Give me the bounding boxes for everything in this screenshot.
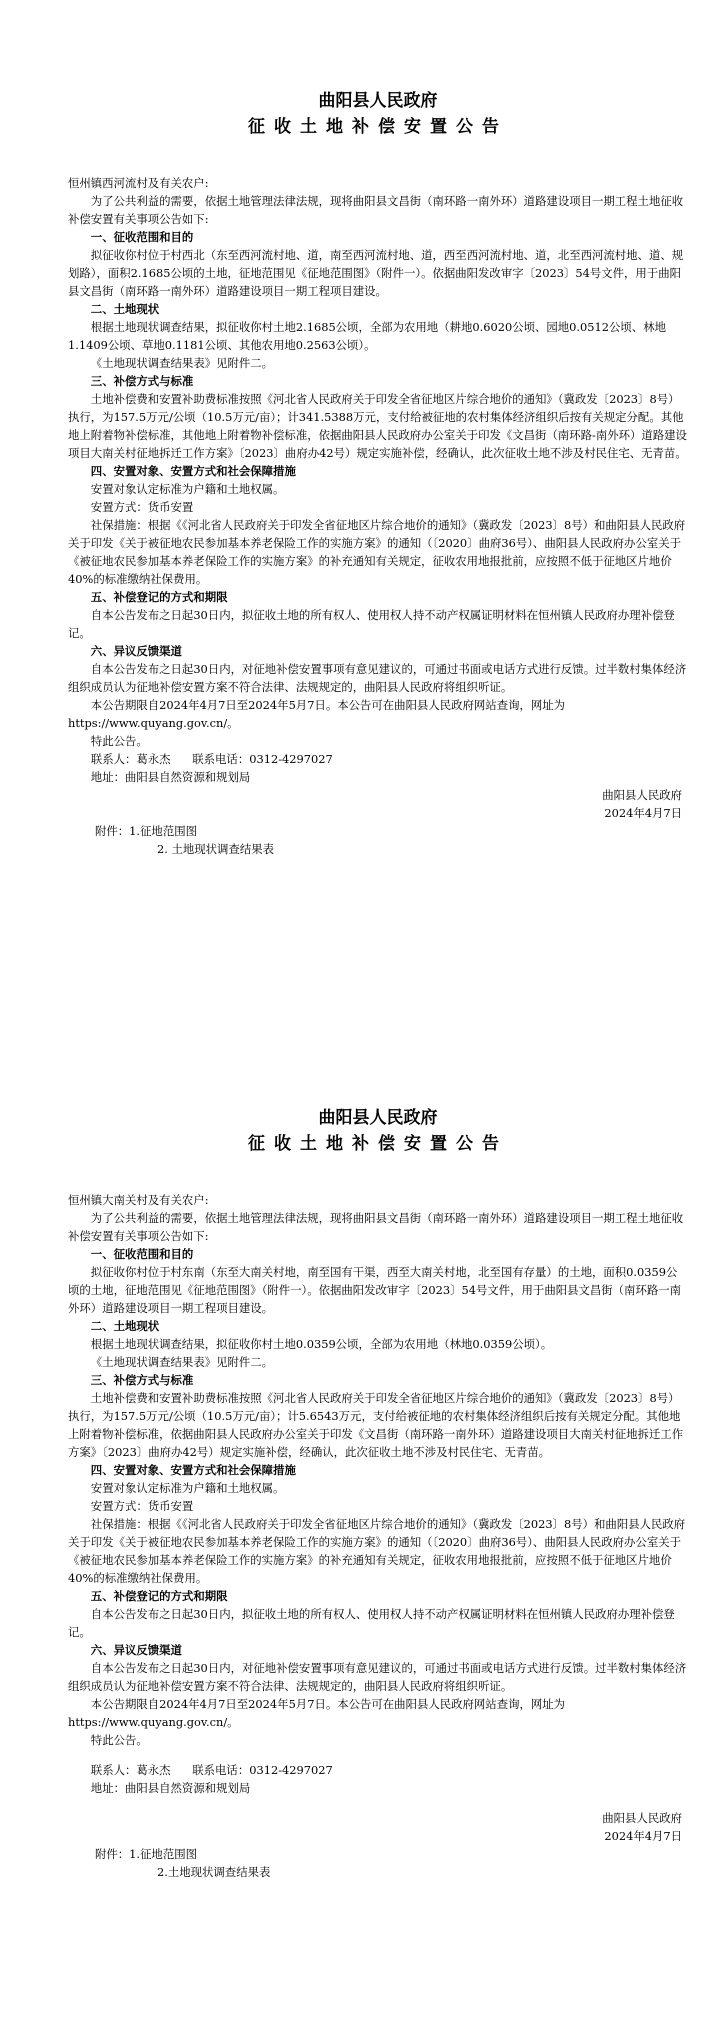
issue-date: 2024年4月7日	[604, 806, 682, 820]
section-heading-1: 一、征收范围和目的	[90, 230, 194, 244]
contact-line: 联系人：葛永杰 联系电话：0312-4297027	[90, 1763, 333, 1777]
section-heading-2: 二、土地现状	[90, 302, 160, 316]
contact-line: 联系人：葛永杰 联系电话：0312-4297027	[90, 752, 333, 766]
section-paragraph-3: 土地补偿费和安置补助费标准按照《河北省人民政府关于印发全省征地区片综合地价的通知》（冀政发〔2023〕8号）执行，为157.5万元/公顷（10.5万元/亩）；计5.6543万元，支付给被征地的农村集体经济组织后按有关规定分配。其他地上附着物补偿标准，依据曲阳县人民政府办公室关于印发《文昌街（南环路一南外环）道路建设项目大南关村征地拆迁工作方案》〔2023〕曲府办42号）规定实施补偿，经确认，此次征收土地不涉及村民住宅、无青苗。	[68, 1391, 684, 1459]
address-line: 地址：曲阳县自然资源和规划局	[90, 770, 251, 784]
section-paragraph-1: 拟征收你村位于村西北（东至西河流村地、道，南至西河流村地、道，西至西河流村地、道，北至西河流村地、道、规划路），面积2.1685公顷的土地，征地范围见《征地范围图》（附件一）。依据曲阳发改审字〔2023〕54号文件，用于曲阳县文昌街（南环路一南外环）道路建设项目一期工程项目建设。	[68, 248, 684, 298]
address-line: 地址：曲阳县自然资源和规划局	[90, 1781, 251, 1795]
section-paragraph-3: 土地补偿费和安置补助费标准按照《河北省人民政府关于印发全省征地区片综合地价的通知》（冀政发〔2023〕8号）执行，为157.5万元/公顷（10.5万元/亩）；计341.5388万元，支付给被征地的农村集体经济组织后按有关规定分配。其他地上附着物补偿标准，其他地上附着物补偿标准，依据曲阳县人民政府办公室关于印发《文昌街（南环路-南外环）道路建设项目大南关村征地拆迁工作方案》〔2023〕曲府办42号）规定实施补偿，经确认，此次征收土地不涉及村民住宅、无青苗。	[68, 392, 687, 460]
section-heading-6: 六、异议反馈渠道	[90, 1643, 182, 1657]
notice-1	[68, 88, 688, 858]
attachment-1: 附件：1.征地范围图	[95, 1847, 197, 1861]
attachment-1: 附件：1.征地范围图	[95, 824, 197, 838]
closing-line: 特此公告。	[90, 734, 148, 748]
section-heading-4: 四、安置对象、安置方式和社会保障措施	[90, 464, 296, 478]
salutation: 恒州镇西河流村及有关农户:	[68, 176, 209, 190]
intro-paragraph: 为了公共利益的需要，依据土地管理法律法规，现将曲阳县文昌街（南环路一南外环）道路建设项目一期工程土地征收补偿安置有关事项公告如下:	[68, 194, 684, 226]
section-paragraph-4a: 安置对象认定标准为户籍和土地权属。	[90, 1481, 285, 1495]
section-paragraph-6b: 本公告期限自2024年4月7日至2024年5月7日。本公告可在曲阳县人民政府网站查询，网址为https://www.quyang.gov.cn/。	[68, 1697, 566, 1729]
spacer	[68, 1797, 688, 1809]
section-heading-6: 六、异议反馈渠道	[90, 644, 182, 658]
notice-title: 曲阳县人民政府	[318, 91, 438, 111]
section-heading-5: 五、补偿登记的方式和期限	[90, 1589, 228, 1603]
section-paragraph-1: 拟征收你村位于村东南（东至大南关村地，南至国有干渠，西至大南关村地，北至国有存量）的土地，面积0.0359公顷的土地，征地范围见《征地范围图》（附件一）。依据曲阳发改审字〔2023〕54号文件，用于曲阳县文昌街（南环路一南外环）道路建设项目一期工程项目建设。	[68, 1265, 682, 1315]
section-paragraph-4b: 安置方式：货币安置	[90, 1499, 194, 1513]
notice-2	[68, 1105, 688, 1881]
section-paragraph-2a: 根据土地现状调查结果，拟征收你村土地0.0359公顷，全部为农用地（林地0.0359公顷）。	[90, 1337, 553, 1351]
section-heading-1: 一、征收范围和目的	[90, 1247, 194, 1261]
section-heading-5: 五、补偿登记的方式和期限	[90, 590, 228, 604]
section-paragraph-4c: 社保措施：根据《《河北省人民政府关于印发全省征地区片综合地价的通知》（冀政发〔2023〕8号）和曲阳县人民政府关于印发《关于被征地农民参加基本养老保险工作的实施方案》的通知（〔2020〕曲府36号）、曲阳县人民政府办公室关于《被征地农民参加基本养老保险工作的实施方案》的补充通知有关规定，征收农用地报批前，应按照不低于征地区片地价40%的标准缴纳社保费用。	[68, 518, 686, 586]
notice-title: 曲阳县人民政府	[318, 1108, 438, 1128]
section-heading-4: 四、安置对象、安置方式和社会保障措施	[90, 1463, 296, 1477]
section-paragraph-6a: 自本公告发布之日起30日内，对征地补偿安置事项有意见建议的，可通过书面或电话方式进行反馈。过半数村集体经济组织成员认为征地补偿安置方案不符合法律、法规规定的，曲阳县人民政府将组织听证。	[68, 1661, 687, 1693]
notice-subtitle: 征收土地补偿安置公告	[248, 1134, 508, 1154]
spacer	[68, 1749, 688, 1761]
salutation: 恒州镇大南关村及有关农户:	[68, 1193, 209, 1207]
issue-date: 2024年4月7日	[604, 1829, 682, 1843]
section-paragraph-4c: 社保措施：根据《《河北省人民政府关于印发全省征地区片综合地价的通知》（冀政发〔2023〕8号）和曲阳县人民政府关于印发《关于被征地农民参加基本养老保险工作的实施方案》的通知（〔2020〕曲府36号）、曲阳县人民政府办公室关于《被征地农民参加基本养老保险工作的实施方案》的补充通知有关规定，征收农用地报批前，应按照不低于征地区片地价40%的标准缴纳社保费用。	[68, 1517, 686, 1585]
section-heading-3: 三、补偿方式与标准	[90, 374, 194, 388]
intro-paragraph: 为了公共利益的需要，依据土地管理法律法规，现将曲阳县文昌街（南环路一南外环）道路建设项目一期工程土地征收补偿安置有关事项公告如下:	[68, 1211, 684, 1243]
notice-subtitle: 征收土地补偿安置公告	[248, 117, 508, 137]
attachment-2: 2.土地现状调查结果表	[157, 1865, 271, 1879]
closing-line: 特此公告。	[90, 1733, 148, 1747]
section-paragraph-2a: 根据土地现状调查结果，拟征收你村土地2.1685公顷，全部为农用地（耕地0.6020公顷、园地0.0512公顷、林地1.1409公顷、草地0.1181公顷、其他农用地0.2563公顷）。	[68, 320, 666, 352]
section-paragraph-2b: 《土地现状调查结果表》见附件二。	[90, 356, 274, 370]
section-paragraph-2b: 《土地现状调查结果表》见附件二。	[90, 1355, 274, 1369]
section-paragraph-5: 自本公告发布之日起30日内，拟征收土地的所有权人、使用权人持不动产权属证明材料在恒州镇人民政府办理补偿登记。	[68, 1607, 675, 1639]
section-heading-2: 二、土地现状	[90, 1319, 160, 1333]
attachment-2: 2. 土地现状调查结果表	[157, 842, 275, 856]
section-paragraph-6b: 本公告期限自2024年4月7日至2024年5月7日。本公告可在曲阳县人民政府网站查询，网址为https://www.quyang.gov.cn/。	[68, 698, 566, 730]
section-paragraph-6a: 自本公告发布之日起30日内，对征地补偿安置事项有意见建议的，可通过书面或电话方式进行反馈。过半数村集体经济组织成员认为征地补偿安置方案不符合法律、法规规定的，曲阳县人民政府将组织听证。	[68, 662, 687, 694]
signer: 曲阳县人民政府	[602, 1811, 682, 1825]
section-heading-3: 三、补偿方式与标准	[90, 1373, 194, 1387]
section-paragraph-4a: 安置对象认定标准为户籍和土地权属。	[90, 482, 285, 496]
section-paragraph-4b: 安置方式：货币安置	[90, 500, 194, 514]
signer: 曲阳县人民政府	[602, 788, 682, 802]
section-paragraph-5: 自本公告发布之日起30日内，拟征收土地的所有权人、使用权人持不动产权属证明材料在恒州镇人民政府办理补偿登记。	[68, 608, 675, 640]
